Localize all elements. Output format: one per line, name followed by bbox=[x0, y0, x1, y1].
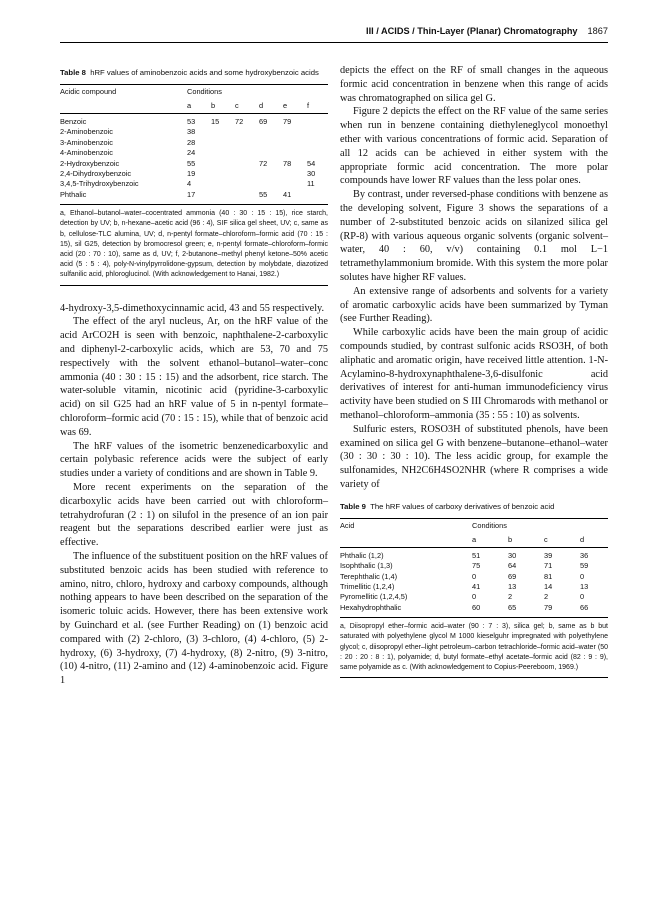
table8-label: Table 8 bbox=[60, 68, 86, 77]
cell-value-b bbox=[211, 148, 235, 158]
paragraph: The hRF values of the isometric benzenedicarboxylic and certain polybasic reference acids were the subject of early studies under a variety of conditions and are shown in Table 9. bbox=[60, 440, 328, 480]
cell-value-d: 0 bbox=[580, 571, 585, 581]
table9-grid bbox=[340, 519, 608, 613]
cell-value-d bbox=[259, 138, 283, 148]
table8-row bbox=[60, 117, 328, 127]
table9-row bbox=[340, 603, 608, 613]
cell-compound: 3,4,5-Trihydroxybenzoic bbox=[60, 179, 139, 189]
header-rule bbox=[60, 42, 608, 43]
cell-value-f bbox=[307, 127, 328, 137]
cell-value-c bbox=[235, 190, 259, 200]
cell-compound: Trimellitic (1,2,4) bbox=[340, 581, 395, 591]
cell-value-c bbox=[235, 159, 259, 169]
cell-value-a: 17 bbox=[187, 189, 196, 199]
table9-row bbox=[340, 572, 608, 582]
cell-value-b: 30 bbox=[508, 550, 517, 560]
cell-value-d: 66 bbox=[580, 602, 589, 612]
table9-col-acid: Acid bbox=[340, 520, 355, 530]
cell-value-a: 0 bbox=[472, 592, 477, 602]
paragraph: 4-hydroxy-3,5-dimethoxycinnamic acid, 43 and 55 respectively. bbox=[60, 302, 325, 314]
table8-subcol: d bbox=[259, 101, 264, 110]
cell-value-e: 41 bbox=[283, 189, 292, 199]
table9-subcol: d bbox=[580, 534, 585, 544]
cell-value-c: 39 bbox=[544, 550, 553, 560]
paragraph: The effect of the aryl nucleus, Ar, on the hRF value of the acid ArCO2H is seen with benzoic, naphthalene-2-carboxylic and diphenyl-2-carboxylic acids, which are 53, 70 and 75 respectively with the solvent ethanol–butanol–water–conc ammonia (40 : 30 : 15 : 15) and the adsorbent, rice starch. The water-soluble vitamin, nicotinic acid (pyridine-3-carboxylic acid) on sil G25 had an hRF value of 5 in n-pentyl formate–chloroform–formic acid (70 : 15 : 15), while that of benzoic acid was 69. bbox=[60, 316, 328, 438]
cell-value-d: 36 bbox=[580, 550, 589, 560]
cell-compound: Pyromellitic (1,2,4,5) bbox=[340, 592, 408, 602]
cell-value-c bbox=[235, 138, 259, 148]
paragraph: While carboxylic acids have been the main group of acidic compounds studied, by contrast sulfonic acids RSO3H, of both aliphatic and aromatic origin, have received little attention. 1-N-Acylamino-8-hydroxynaphthalene-3,6-disulfonic acid derivatives of interest for anti-human immunodeficiency virus activity have been studied on S III Chromarods with methanol or methanol–chloroform–ammonia (35 : 55 : 10) as solvents. bbox=[340, 327, 608, 421]
cell-value-d: 59 bbox=[580, 561, 589, 571]
cell-value-b bbox=[211, 159, 235, 169]
paragraph: Sulfuric esters, ROSO3H of substituted phenols, have been examined on silica gel G with benzene–butanone–ethanol–water (30 : 30 : 30 : 10). The less acidic group, for example the sulfonamides, NH2C6H4SO2NHR (where R comprises a wide variety of bbox=[340, 423, 608, 490]
table8-body bbox=[60, 117, 328, 200]
cell-compound: Benzoic bbox=[60, 117, 87, 126]
table9-subcol: b bbox=[508, 534, 513, 544]
cell-value-f bbox=[307, 138, 328, 148]
cell-compound: Terephthalic (1,4) bbox=[340, 571, 398, 581]
table9-row bbox=[340, 561, 608, 571]
page-number: 1867 bbox=[587, 26, 608, 36]
table8-footnote-rule bbox=[60, 285, 328, 286]
cell-compound: 2-Aminobenzoic bbox=[60, 127, 113, 137]
paragraph: More recent experiments on the separation of the dicarboxylic acids have been carried out with chloroform–tetrahydrofuran (2 : 1) on silufol in the presence of an ion pair reagent but the separations described earlier were just as effective. bbox=[60, 482, 328, 549]
cell-value-f bbox=[307, 190, 328, 200]
cell-value-b: 64 bbox=[508, 561, 517, 571]
cell-value-f bbox=[307, 148, 328, 158]
paragraph: By contrast, under reversed-phase conditions with benzene as the developing solvent, Figure 3 shows the separations of a number of 2-substituted benzoic acids on silanized silica gel (RP-8) with various aqueous organic solvents (organic solvent–water, 40 : 60, v/v) containing 0.1 mol L−1 tetramethylammonium bromide. With this system the more polar solutes have higher RF values. bbox=[340, 189, 608, 283]
cell-value-e bbox=[283, 148, 307, 158]
cell-value-a: 55 bbox=[187, 158, 196, 168]
cell-value-f: 11 bbox=[307, 179, 315, 189]
table8-subcol: b bbox=[211, 101, 216, 110]
cell-value-a: 24 bbox=[187, 148, 196, 158]
table8-row bbox=[60, 190, 328, 200]
cell-value-d bbox=[259, 169, 283, 179]
cell-value-e bbox=[283, 127, 307, 137]
cell-value-a: 4 bbox=[187, 179, 192, 189]
left-body bbox=[60, 302, 328, 688]
table8-subcol: f bbox=[307, 101, 310, 110]
table9-label: Table 9 bbox=[340, 501, 366, 511]
cell-value-c bbox=[235, 148, 259, 158]
paragraph: An extensive range of adsorbents and solvents for a variety of aromatic carboxylic acids have been summarized by Tyman (see Further Reading). bbox=[340, 285, 608, 325]
table9-caption bbox=[340, 502, 608, 512]
cell-value-d bbox=[259, 127, 283, 137]
cell-value-b: 15 bbox=[211, 117, 220, 126]
cell-value-a: 51 bbox=[472, 550, 481, 560]
cell-value-d bbox=[259, 179, 283, 189]
running-header bbox=[366, 26, 608, 36]
table9-row bbox=[340, 582, 608, 592]
table8-row bbox=[60, 148, 328, 158]
cell-value-e bbox=[283, 169, 307, 179]
cell-value-c: 2 bbox=[544, 592, 549, 602]
table9 bbox=[340, 502, 608, 678]
table9-col-conditions: Conditions bbox=[472, 520, 507, 530]
cell-compound: Isophthalic (1,3) bbox=[340, 561, 393, 571]
cell-value-a: 75 bbox=[472, 561, 481, 571]
cell-value-a: 28 bbox=[187, 137, 196, 147]
table8-row bbox=[60, 127, 328, 137]
table8-row bbox=[60, 159, 328, 169]
cell-value-e bbox=[283, 138, 307, 148]
table8-row bbox=[60, 138, 328, 148]
paragraph: Figure 2 depicts the effect on the RF value of the same series when run in benzene containing diethyleneglycol monoethyl ether with various concentrations of formic acid. Separation of all 12 acids can be achieved in either system with the appropriate formic acid concentration. The more polar compounds have lower RF values than the less polar ones. bbox=[340, 106, 608, 187]
header-title: III / ACIDS / Thin-Layer (Planar) Chromatography bbox=[366, 26, 578, 36]
cell-value-c: 71 bbox=[544, 561, 553, 571]
table8-footnote: a, Ethanol–butanol–water–cocentrated ammonia (40 : 30 : 15 : 15), rice starch, detection by UV; b, n-hexane–acetic acid (96 : 4), SIF silica gel sheet, UV; c, same as b, cellulose-TLC alumina, UV; d, n-pentyl formate–chloroform–formic acid (70 : 15 : 15), sil G25, detection by bromocresol green; e, n-pentyl formate–chloroform–formic acid (20 : 70 : 10), same as d, UV; f, 2-butanone–methyl phenyl ketone–50% acetic acid (5 : 5 : 4), poly-N-vinylpyrrolidone-gypsum, detection by molybdate, diazotized sulfanilic acid, phloroglucinol. (With acknowledgement to Hanai, 1982.) bbox=[60, 210, 328, 279]
table8 bbox=[60, 68, 328, 286]
cell-value-b bbox=[211, 169, 235, 179]
table9-row bbox=[340, 592, 608, 602]
cell-compound: 3-Aminobenzoic bbox=[60, 137, 113, 147]
cell-value-a: 19 bbox=[187, 169, 196, 179]
cell-value-d: 72 bbox=[259, 158, 268, 168]
left-column bbox=[60, 68, 328, 688]
cell-value-b: 2 bbox=[508, 592, 513, 602]
table8-caption-text: hRF values of aminobenzoic acids and some hydroxybenzoic acids bbox=[90, 68, 319, 77]
cell-value-e: 79 bbox=[283, 117, 292, 126]
paragraph: depicts the effect on the RF of small changes in the aqueous formic acid concentration in benzene when this range of acids was chromatographed on silica gel G. bbox=[340, 65, 608, 104]
cell-value-d: 55 bbox=[259, 189, 268, 199]
cell-value-b bbox=[211, 190, 235, 200]
cell-compound: Phthalic bbox=[60, 189, 87, 199]
table8-col-compound: Acidic compound bbox=[60, 87, 117, 96]
cell-value-c bbox=[235, 169, 259, 179]
cell-value-b: 69 bbox=[508, 571, 517, 581]
cell-value-a: 0 bbox=[472, 571, 477, 581]
cell-value-e: 78 bbox=[283, 158, 292, 168]
table9-body bbox=[340, 551, 608, 613]
cell-compound: Phthalic (1,2) bbox=[340, 550, 384, 560]
cell-compound: 4-Aminobenzoic bbox=[60, 148, 113, 158]
table8-col-conditions: Conditions bbox=[187, 87, 222, 96]
table9-subcol: a bbox=[472, 534, 477, 544]
cell-value-b bbox=[211, 179, 235, 189]
table9-footnote: a, Diisopropyl ether–formic acid–water (90 : 7 : 3), silica gel; b, same as b but saturated with polyethylene glycol M 1000 kieselguhr impregnated with polyethylene glycol; c, diisopropyl ether–light petroleum–carbon tetrachloride–formic acid–water (50 : 20 : 20 : 8 : 1), polyamide; d, butyl formate–ethyl acetate–formic acid (82 : 9 : 9), same polyamide as c. (With acknowledgement to Copius-Peereboom, 1969.) bbox=[340, 623, 608, 671]
table9-caption-text: The hRF values of carboxy derivatives of benzoic acid bbox=[370, 501, 555, 511]
cell-value-c: 79 bbox=[544, 602, 553, 612]
table8-caption bbox=[60, 68, 328, 78]
table8-subcol: a bbox=[187, 101, 192, 110]
cell-value-a: 53 bbox=[187, 117, 196, 126]
table8-row bbox=[60, 169, 328, 179]
cell-value-f bbox=[307, 117, 328, 127]
table9-footnote-rule bbox=[340, 677, 608, 678]
cell-value-c bbox=[235, 179, 259, 189]
cell-value-b bbox=[211, 138, 235, 148]
cell-value-d bbox=[259, 148, 283, 158]
table8-grid bbox=[60, 85, 328, 200]
table8-subcol: c bbox=[235, 101, 239, 110]
table8-row bbox=[60, 179, 328, 189]
cell-value-a: 38 bbox=[187, 127, 196, 137]
cell-value-d: 13 bbox=[580, 581, 589, 591]
paragraph: The influence of the substituent position on the hRF values of substituted benzoic acids has been studied with reference to amino, nitro, chloro, hydroxy and carboxy compounds, although nothing appears to have been described on the separation of the isomeric toluic acids. However, there has been extensive work by Guinchard et al. (see Further Reading) on (1) benzoic acid compared with (2) 2-chloro, (3) 3-chloro, (4) 4-chloro, (5) 2-hydroxy, (6) 3-hydroxy, (7) 4-hydroxy, (8) 2-nitro, (9) 3-nitro, (10) 4-nitro, (11) 2-amino and (12) 4-aminobenzoic acid. Figure 1 bbox=[60, 551, 328, 687]
cell-value-c: 72 bbox=[235, 117, 244, 126]
table9-subcol: c bbox=[544, 534, 548, 544]
cell-value-c bbox=[235, 127, 259, 137]
cell-value-b: 13 bbox=[508, 581, 517, 591]
cell-value-f: 54 bbox=[307, 158, 316, 168]
right-body bbox=[340, 64, 608, 492]
cell-value-e bbox=[283, 179, 307, 189]
cell-value-b: 65 bbox=[508, 602, 517, 612]
table9-row bbox=[340, 551, 608, 561]
cell-value-a: 41 bbox=[472, 581, 481, 591]
cell-value-a: 60 bbox=[472, 602, 481, 612]
cell-value-d: 0 bbox=[580, 592, 585, 602]
right-column bbox=[340, 64, 608, 678]
cell-value-c: 14 bbox=[544, 581, 553, 591]
cell-value-c: 81 bbox=[544, 571, 553, 581]
cell-compound: 2,4-Dihydroxybenzoic bbox=[60, 169, 132, 179]
cell-value-f: 30 bbox=[307, 169, 316, 179]
cell-value-b bbox=[211, 127, 235, 137]
table8-subcol: e bbox=[283, 101, 288, 110]
cell-value-d: 69 bbox=[259, 117, 268, 126]
cell-compound: 2-Hydroxybenzoic bbox=[60, 158, 120, 168]
cell-compound: Hexahydrophthalic bbox=[340, 602, 402, 612]
